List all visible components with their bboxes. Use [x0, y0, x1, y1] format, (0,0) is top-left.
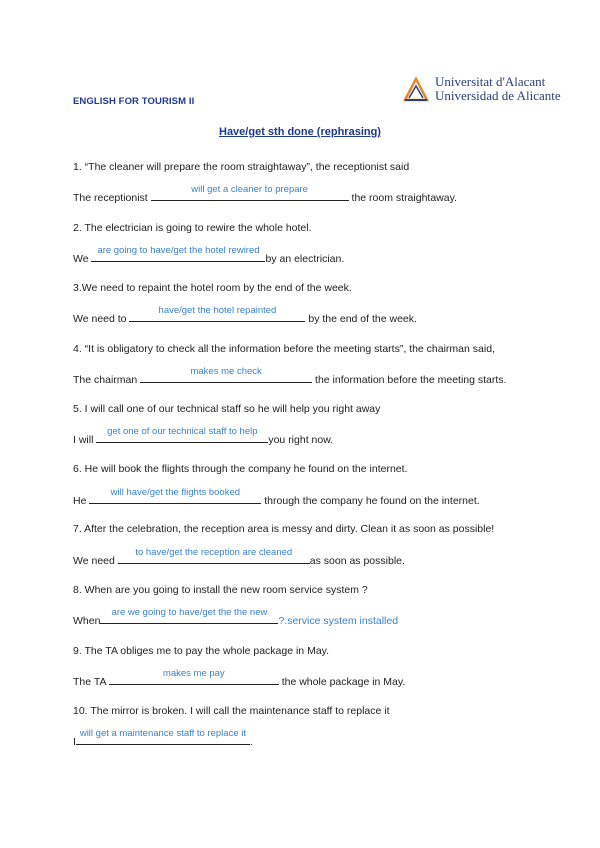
- sentence-start: We: [73, 253, 92, 265]
- answer-blank-10[interactable]: [76, 728, 250, 745]
- sentence-start: The receptionist: [73, 192, 151, 204]
- answer-text-2: are going to have/get the hotel rewired: [97, 245, 260, 256]
- question-9: 9. The TA obliges me to pay the whole package in May.: [73, 645, 330, 657]
- worksheet-title: Have/get sth done (rephrasing): [219, 126, 381, 138]
- answer-text-6: will have/get the flights booked: [110, 487, 241, 498]
- question-7: 7. After the celebration, the reception area is messy and dirty. Clean it as soon as possible!: [73, 523, 495, 535]
- answer-text-1: will get a cleaner to prepare: [191, 184, 308, 195]
- sentence-end: by the end of the week.: [305, 313, 417, 325]
- sentence-end: the room straightaway.: [348, 192, 457, 204]
- university-name-spanish: Universidad de Alicante: [435, 88, 561, 103]
- answer-line-3: [73, 305, 417, 325]
- answer-text-10: will get a maintenance staff to replace it: [79, 728, 246, 739]
- question-10: 10. The mirror is broken. I will call the maintenance staff to replace it: [73, 705, 390, 717]
- sentence-start: The TA: [73, 676, 109, 688]
- answer-blank-5[interactable]: [96, 426, 268, 443]
- sentence-end: you right now.: [268, 434, 334, 446]
- sentence-start: I will: [73, 434, 97, 446]
- sentence-end: by an electrician.: [265, 253, 345, 265]
- answer-text-9: makes me pay: [162, 668, 225, 679]
- sentence-end: ?.service system installed: [278, 615, 399, 627]
- sentence-start: We need: [73, 555, 118, 567]
- answer-blank-1[interactable]: [151, 184, 349, 201]
- answer-line-5: [73, 426, 334, 446]
- answer-blank-3[interactable]: [129, 305, 305, 322]
- answer-blank-7[interactable]: [118, 547, 310, 564]
- sentence-start: When: [73, 615, 101, 627]
- answer-line-2: [73, 245, 345, 265]
- question-1: 1. “The cleaner will prepare the room straightaway”, the receptionist said: [73, 161, 410, 173]
- question-8: 8. When are you going to install the new room service system ?: [73, 584, 368, 596]
- course-title: ENGLISH FOR TOURISM II: [73, 96, 195, 107]
- answer-line-9: [73, 668, 406, 688]
- sentence-start: We need to: [73, 313, 130, 325]
- answer-text-8: are we going to have/get the the new: [111, 607, 268, 618]
- sentence-end: as soon as possible.: [309, 555, 405, 567]
- university-name-valencian: Universitat d'Alacant: [435, 74, 546, 89]
- question-2: 2. The electrician is going to rewire the whole hotel.: [73, 222, 312, 234]
- answer-blank-9[interactable]: [109, 668, 279, 685]
- answer-text-7: to have/get the reception are cleaned: [135, 547, 293, 558]
- question-6: 6. He will book the flights through the company he found on the internet.: [73, 463, 408, 475]
- sentence-start: The chairman: [73, 374, 141, 386]
- answer-text-3: have/get the hotel repainted: [158, 305, 277, 316]
- university-logo: [403, 74, 563, 106]
- answer-blank-8[interactable]: [100, 607, 278, 624]
- sentence-end: through the company he found on the internet.: [261, 495, 480, 507]
- sentence-end: the whole package in May.: [278, 676, 406, 688]
- answer-line-7: [73, 547, 405, 567]
- question-5: 5. I will call one of our technical staff so he will help you right away: [73, 403, 381, 415]
- answer-blank-4[interactable]: [140, 366, 312, 383]
- answer-line-1: [73, 184, 457, 204]
- answer-text-5: get one of our technical staff to help: [107, 426, 258, 437]
- answer-line-6: [73, 487, 480, 507]
- answer-line-8: [73, 607, 399, 627]
- answer-line-4: [73, 366, 507, 386]
- sentence-end: the information before the meeting starts.: [312, 374, 507, 386]
- answer-line-10: [73, 728, 253, 748]
- sentence-start: I: [73, 736, 76, 748]
- answer-blank-2[interactable]: [91, 245, 265, 262]
- sentence-end: .: [249, 736, 253, 748]
- sentence-start: He: [73, 495, 90, 507]
- answer-text-4: makes me check: [190, 366, 262, 377]
- university-emblem-icon: [403, 76, 429, 102]
- question-3: 3.We need to repaint the hotel room by the end of the week.: [73, 282, 352, 294]
- question-4: 4. “It is obligatory to check all the information before the meeting starts”, the chairman said,: [73, 343, 495, 355]
- answer-blank-6[interactable]: [89, 487, 261, 504]
